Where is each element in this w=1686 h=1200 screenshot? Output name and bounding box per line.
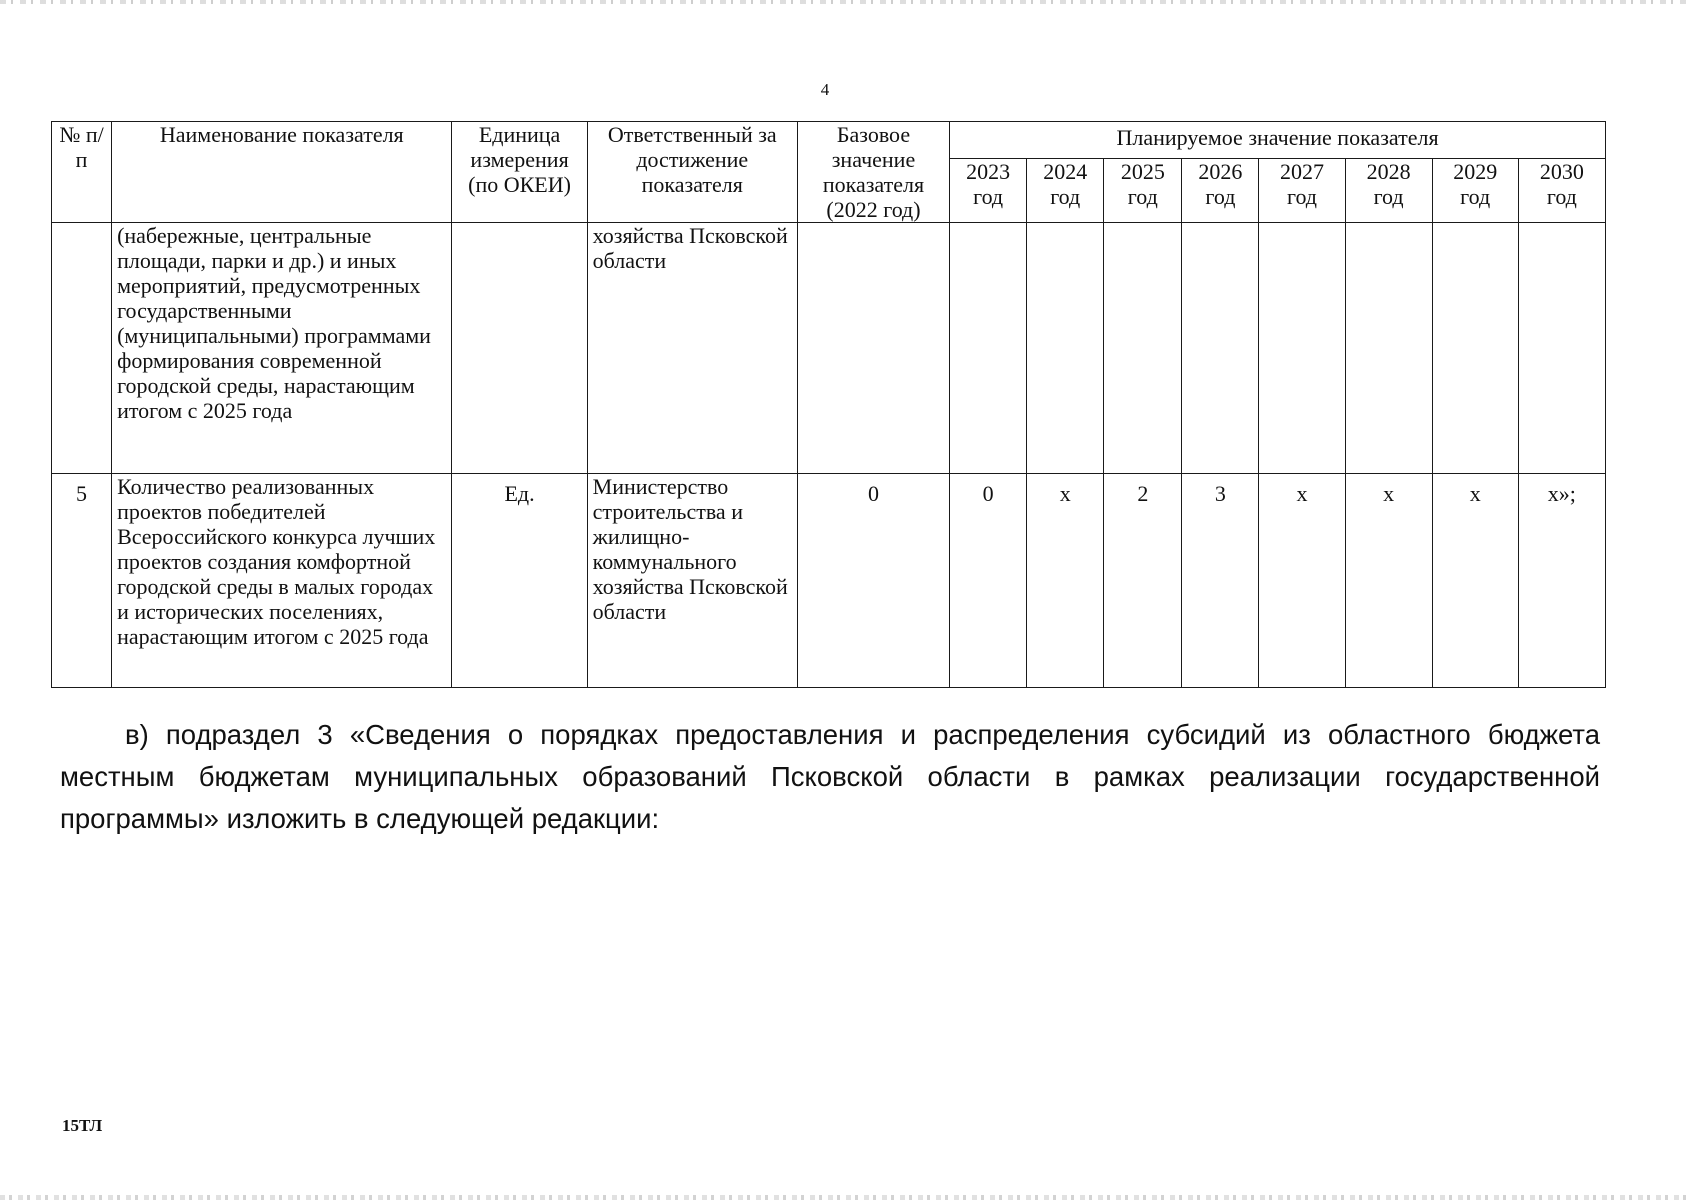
header-year-2026: 2026 год [1182,158,1259,222]
header-year-2024: 2024 год [1027,158,1104,222]
page-number: 4 [820,80,830,99]
header-num: № п/п [52,122,112,223]
cell-base [797,223,949,474]
cell-value [1182,223,1259,474]
header-year-2023: 2023 год [950,158,1027,222]
cell-value [1259,223,1345,474]
header-year-2029: 2029 год [1432,158,1518,222]
cell-num: 5 [52,474,112,688]
cell-responsible: хозяйства Псковской области [587,223,797,474]
header-unit: Единица измерения (по ОКЕИ) [452,122,587,223]
cell-num [52,223,112,474]
cell-unit: Ед. [452,474,587,688]
header-year-2030: 2030 год [1518,158,1605,222]
cell-value [950,223,1027,474]
cell-value [1027,223,1104,474]
cell-value: 0 [950,474,1027,688]
cell-value [1104,223,1182,474]
cell-base: 0 [797,474,949,688]
cell-value: х»; [1518,474,1605,688]
cell-value [1518,223,1605,474]
cell-value: 3 [1182,474,1259,688]
header-year-2025: 2025 год [1104,158,1182,222]
scan-edge-bottom [0,1195,1686,1200]
cell-value [1345,223,1432,474]
indicators-table [51,121,1606,688]
cell-name: Количество реализованных проектов победителей Всероссийского конкурса лучших проектов создания комфортной городской среды в малых городах и исторических поселениях, нарастающим итогом с 2025 года [112,474,452,688]
cell-value [1432,223,1518,474]
cell-responsible: Министерство строительства и жилищно-коммунального хозяйства Псковской области [587,474,797,688]
header-responsible: Ответственный за достижение показателя [587,122,797,223]
header-planned: Планируемое значение показателя [950,122,1606,159]
table-row [52,223,1606,474]
cell-value: х [1345,474,1432,688]
table-header-row [52,122,1606,159]
scan-edge-top [0,0,1686,4]
cell-unit [452,223,587,474]
cell-value: 2 [1104,474,1182,688]
header-year-2027: 2027 год [1259,158,1345,222]
body-paragraph: в) подраздел 3 «Сведения о порядках предоставления и распределения субсидий из областного бюджета местным бюджетам муниципальных образований Псковской области в рамках реализации государственной программы» изложить в следующей редакции: [60,718,1600,834]
cell-value: х [1432,474,1518,688]
cell-value: х [1259,474,1345,688]
table-row [52,474,1606,688]
cell-value: х [1027,474,1104,688]
cell-name: (набережные, центральные площади, парки и др.) и иных мероприятий, предусмотренных государственными (муниципальными) программами формирования современной городской среды, нарастающим итогом с 2025 года [112,223,452,474]
header-name: Наименование показателя [112,122,452,223]
header-year-2028: 2028 год [1345,158,1432,222]
footer-code: 15ТЛ [62,1116,103,1135]
header-base: Базовое значение показателя (2022 год) [797,122,949,223]
